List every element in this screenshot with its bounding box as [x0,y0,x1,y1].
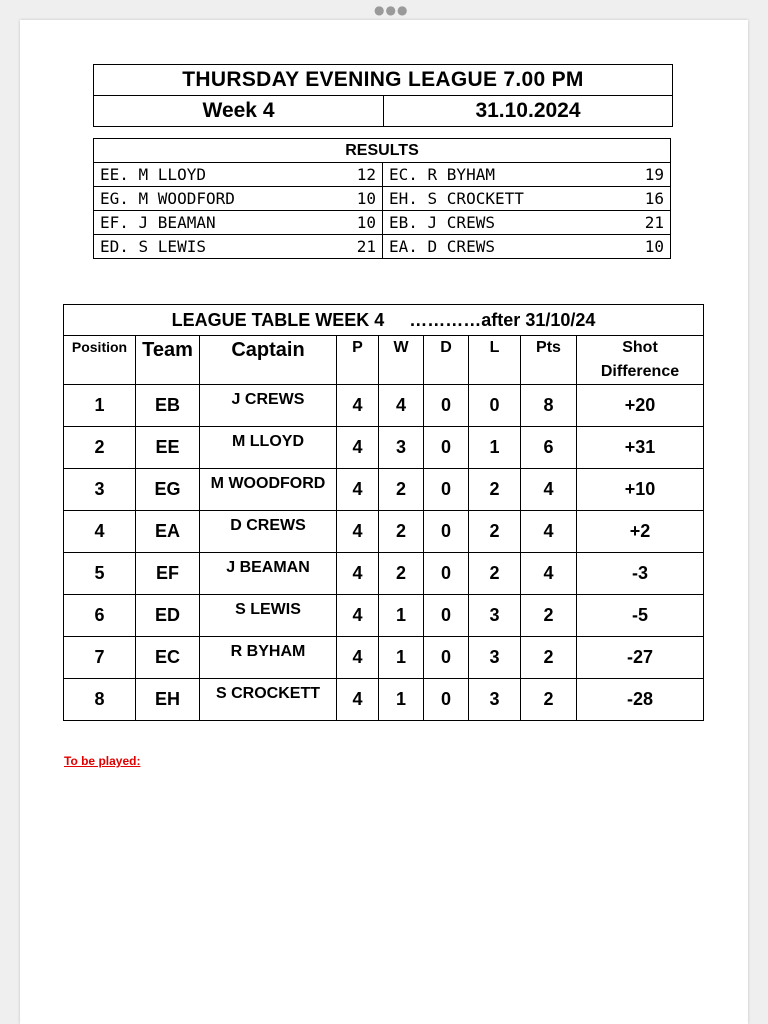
league-table-body [64,385,704,721]
result-home-score: 10 [340,211,383,235]
cell-team: EG [136,469,200,511]
cell-captain: J BEAMAN [200,553,337,595]
cell-captain: R BYHAM [200,637,337,679]
cell-won: 2 [379,553,424,595]
table-row [64,385,704,427]
document-page [20,20,748,1024]
col-captain: Captain [200,336,337,385]
results-row [94,187,671,211]
cell-lost: 2 [469,469,521,511]
cell-shot-difference: +10 [577,469,704,511]
cell-captain: D CREWS [200,511,337,553]
cell-won: 4 [379,385,424,427]
cell-lost: 3 [469,637,521,679]
col-shot-difference-line2: Difference [600,363,680,380]
cell-shot-difference: -28 [577,679,704,721]
cell-played: 4 [337,637,379,679]
league-table-subtitle: …………after 31/10/24 [409,309,596,330]
cell-won: 3 [379,427,424,469]
week-label: Week 4 [94,96,384,127]
result-away-team: EB. J CREWS [383,211,629,235]
result-away-team: EA. D CREWS [383,235,629,259]
cell-captain: S CROCKETT [200,679,337,721]
cell-points: 2 [521,637,577,679]
more-options-icon[interactable]: ●●● [374,3,409,17]
cell-shot-difference: +31 [577,427,704,469]
col-won: W [379,336,424,385]
cell-position: 4 [64,511,136,553]
cell-drawn: 0 [424,469,469,511]
cell-team: EE [136,427,200,469]
table-row [64,553,704,595]
cell-team: EF [136,553,200,595]
to-be-played-label: To be played: [64,754,141,768]
col-lost: L [469,336,521,385]
cell-shot-difference: +20 [577,385,704,427]
cell-won: 1 [379,679,424,721]
cell-position: 5 [64,553,136,595]
cell-position: 7 [64,637,136,679]
cell-points: 8 [521,385,577,427]
col-position: Position [64,336,136,385]
table-row [64,427,704,469]
cell-position: 2 [64,427,136,469]
league-table-header-row [64,336,704,385]
result-home-score: 21 [340,235,383,259]
date-label: 31.10.2024 [384,96,673,127]
cell-lost: 1 [469,427,521,469]
league-table-heading: LEAGUE TABLE WEEK 4 [171,309,385,330]
results-row [94,211,671,235]
results-row [94,235,671,259]
cell-points: 2 [521,679,577,721]
cell-played: 4 [337,679,379,721]
cell-shot-difference: +2 [577,511,704,553]
cell-played: 4 [337,427,379,469]
table-row [64,679,704,721]
result-home-team: EF. J BEAMAN [94,211,341,235]
col-team: Team [136,336,200,385]
results-heading: RESULTS [94,139,671,163]
cell-points: 6 [521,427,577,469]
table-row [64,637,704,679]
cell-team: EA [136,511,200,553]
cell-captain: J CREWS [200,385,337,427]
cell-position: 3 [64,469,136,511]
result-home-team: EE. M LLOYD [94,163,341,187]
table-row [64,511,704,553]
result-home-score: 12 [340,163,383,187]
result-home-team: EG. M WOODFORD [94,187,341,211]
result-away-score: 19 [628,163,671,187]
cell-won: 1 [379,637,424,679]
cell-won: 2 [379,511,424,553]
cell-lost: 2 [469,553,521,595]
cell-points: 2 [521,595,577,637]
cell-lost: 3 [469,595,521,637]
cell-shot-difference: -27 [577,637,704,679]
cell-points: 4 [521,511,577,553]
cell-played: 4 [337,553,379,595]
cell-played: 4 [337,595,379,637]
cell-team: ED [136,595,200,637]
cell-captain: S LEWIS [200,595,337,637]
cell-drawn: 0 [424,427,469,469]
col-played: P [337,336,379,385]
cell-shot-difference: -5 [577,595,704,637]
title-block [93,64,673,127]
cell-lost: 0 [469,385,521,427]
result-away-team: EH. S CROCKETT [383,187,629,211]
result-home-team: ED. S LEWIS [94,235,341,259]
cell-drawn: 0 [424,679,469,721]
cell-team: EC [136,637,200,679]
cell-lost: 3 [469,679,521,721]
cell-lost: 2 [469,511,521,553]
league-title: THURSDAY EVENING LEAGUE 7.00 PM [94,65,673,96]
results-body [94,163,671,259]
table-row [64,595,704,637]
cell-played: 4 [337,511,379,553]
cell-drawn: 0 [424,637,469,679]
cell-position: 8 [64,679,136,721]
cell-won: 1 [379,595,424,637]
cell-position: 6 [64,595,136,637]
cell-drawn: 0 [424,595,469,637]
col-shot-difference [577,336,704,385]
cell-team: EH [136,679,200,721]
col-drawn: D [424,336,469,385]
cell-won: 2 [379,469,424,511]
col-shot-difference-line1: Shot [622,339,658,356]
col-points: Pts [521,336,577,385]
result-away-score: 10 [628,235,671,259]
results-row [94,163,671,187]
league-table [63,304,704,721]
result-away-score: 21 [628,211,671,235]
league-table-title [64,305,704,336]
cell-position: 1 [64,385,136,427]
result-home-score: 10 [340,187,383,211]
cell-points: 4 [521,553,577,595]
cell-captain: M LLOYD [200,427,337,469]
cell-captain: M WOODFORD [200,469,337,511]
table-row [64,469,704,511]
cell-drawn: 0 [424,553,469,595]
cell-drawn: 0 [424,511,469,553]
cell-shot-difference: -3 [577,553,704,595]
cell-played: 4 [337,469,379,511]
result-away-team: EC. R BYHAM [383,163,629,187]
cell-points: 4 [521,469,577,511]
result-away-score: 16 [628,187,671,211]
results-table [93,138,671,259]
cell-team: EB [136,385,200,427]
cell-played: 4 [337,385,379,427]
cell-drawn: 0 [424,385,469,427]
